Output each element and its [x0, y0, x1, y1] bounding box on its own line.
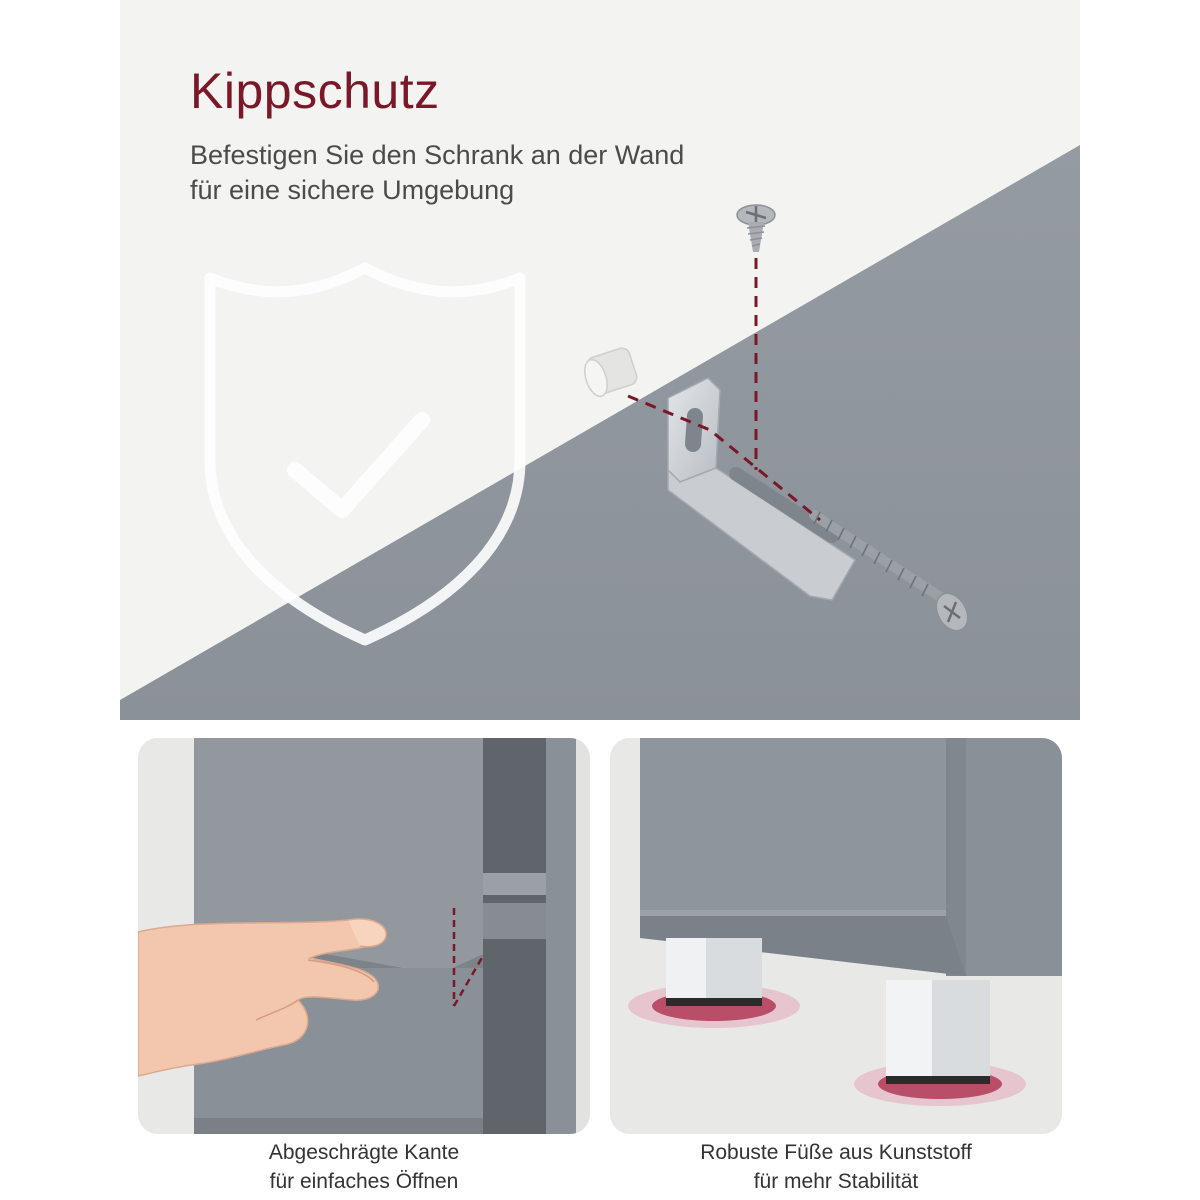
cabinet-side-panel-right	[966, 738, 1062, 976]
beveled-edge-illustration	[138, 738, 590, 1134]
plastic-foot-right	[886, 980, 990, 1084]
caption-plastic-feet	[610, 1138, 1062, 1196]
page-title: Kippschutz	[190, 63, 440, 119]
cabinet-side-panel	[546, 738, 576, 1134]
hero-section	[120, 0, 1080, 720]
caption-line: Robuste Füße aus Kunststoff	[700, 1141, 972, 1164]
product-infographic	[120, 0, 1080, 1200]
caption-beveled-edge	[138, 1138, 590, 1196]
caption-line: für mehr Stabilität	[753, 1170, 919, 1193]
cabinet-front-panel	[640, 738, 946, 916]
plastic-foot-left	[666, 938, 762, 1006]
caption-line: Abgeschrägte Kante	[268, 1141, 460, 1164]
plastic-feet-illustration	[610, 738, 1062, 1134]
page-subtitle: Befestigen Sie den Schrank an der Wand für eine sichere Umgebung	[190, 140, 685, 205]
feature-card-beveled-edge	[138, 738, 590, 1134]
caption-line: für einfaches Öffnen	[269, 1170, 459, 1193]
feature-card-plastic-feet	[610, 738, 1062, 1134]
